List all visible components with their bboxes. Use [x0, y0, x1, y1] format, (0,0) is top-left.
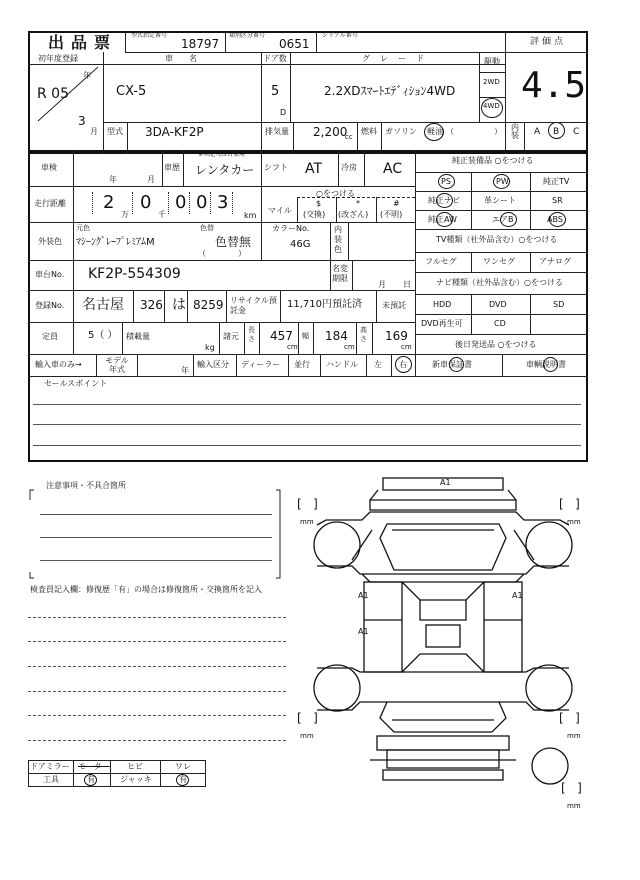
form-title: 出品票: [48, 33, 118, 52]
recycle-amount: 11,710円預託済: [287, 299, 362, 310]
mileage-d1: 2: [103, 192, 115, 213]
mm-rr: mm: [567, 732, 581, 740]
mm-fl: mm: [300, 518, 314, 526]
oem-leather: 革シート: [484, 196, 516, 205]
recycle-unpaid: 未預託: [382, 301, 406, 310]
mileage-man: 万: [121, 210, 129, 219]
type-no: 18797: [181, 37, 220, 51]
model-name: CX-5: [116, 84, 147, 99]
oem-airbag-circle: [500, 212, 517, 227]
handle-left: 左: [374, 360, 382, 369]
class-no-label: 類別区分番号: [229, 32, 266, 39]
oem-tv: 純正TV: [543, 177, 570, 186]
first-reg-label: 初年度登録: [38, 54, 78, 63]
year-unit: 年: [83, 71, 91, 80]
mileage-mark-note: ○をつける: [316, 189, 355, 198]
chassis-label: 車台No.: [35, 270, 65, 279]
grade-value: 2.2XDｽﾏｰﾄｴﾃﾞｨｼｮﾝ4WD: [324, 84, 456, 98]
mileage-star-sub: (改ざん): [338, 210, 369, 219]
capacity-value: 5（ ）: [88, 330, 118, 341]
name-change-label: 名変期限: [332, 264, 348, 283]
height-value: 169: [385, 329, 408, 343]
tv-one: ワンセグ: [483, 257, 515, 266]
displacement-label: 排気量: [265, 127, 289, 136]
mm-rl: mm: [300, 732, 314, 740]
class-no: 0651: [279, 37, 310, 51]
history-value: レンタカー: [195, 163, 255, 177]
history-label: 車歴: [164, 163, 180, 172]
import-type-label: 輸入区分: [197, 360, 229, 369]
fuel-diesel-circle: [424, 123, 444, 141]
length-label: 長さ: [248, 326, 255, 343]
type-no-label: 型式指定番号: [131, 32, 168, 39]
mark-right-door: A1: [512, 591, 523, 600]
length-cm: cm: [287, 343, 298, 351]
first-reg-month: 3: [78, 114, 86, 128]
doors-label: ドア数: [263, 54, 287, 63]
interior-b: B: [553, 127, 560, 137]
car-diagram: [292, 470, 592, 810]
tools-label: 工具: [43, 775, 59, 784]
parallel-option: 並行: [294, 360, 310, 369]
fuel-paren: （ ）: [446, 127, 502, 136]
orig-color: ﾏｼｰﾝｸﾞﾚｰﾌﾟﾚﾐｱﾑM: [76, 237, 155, 248]
width-label: 幅: [302, 332, 309, 340]
mark-left-door: A1: [358, 591, 369, 600]
interior-c: C: [573, 127, 580, 137]
interior-b-circle: [548, 122, 565, 139]
motor-label: モーター: [78, 762, 110, 771]
fuel-gasoline: ガソリン: [385, 127, 417, 136]
mark-left-rear-door: A1: [358, 627, 369, 636]
mark-top: A1: [440, 478, 451, 487]
weight-label: 諸元: [223, 332, 239, 341]
doors-value: 5: [271, 84, 280, 99]
model-year-label: モデル年式: [105, 356, 129, 374]
mileage-hash-sub: (不明): [380, 210, 403, 219]
shaken-year-unit: 年: [109, 175, 117, 184]
score-value: 4.5: [521, 65, 587, 106]
shift-label: シフト: [264, 163, 288, 172]
history-note: ※未記入は自家用: [198, 151, 246, 158]
reg-kana: は: [172, 297, 186, 313]
nav-title: ナビ種類（社外品含む）○をつける: [436, 278, 563, 287]
tv-title: TV種類（社外品含む）○をつける: [436, 235, 558, 244]
handle-right-circle: [395, 356, 412, 373]
chassis-value: KF2P-554309: [88, 266, 181, 282]
bracket-fl: [ ]: [297, 497, 318, 511]
mileage-d5: 3: [217, 192, 229, 213]
oem-pw: PW: [496, 177, 509, 186]
mileage-d4: 0: [196, 192, 208, 213]
width-value: 184: [325, 329, 348, 343]
mm-spare: mm: [567, 802, 581, 810]
repaint-paren: （ ）: [198, 249, 246, 258]
door-mirror-label: ドアミラー: [30, 762, 70, 771]
mileage-dollar: $: [316, 199, 322, 208]
oem-abs: ABS: [547, 215, 563, 224]
reg-label: 登録No.: [35, 301, 65, 310]
reg-area: 名古屋: [82, 297, 124, 313]
name-change-day: 日: [403, 280, 411, 289]
nav-sd: SD: [553, 300, 565, 309]
height-label: 高さ: [360, 326, 367, 343]
katashiki-label: 型式: [107, 127, 123, 136]
broken-label: ワレ: [175, 762, 191, 771]
later-warranty: 新車保証書: [432, 360, 472, 369]
caution-label: 注意事項・不具合箇所: [46, 481, 126, 490]
oem-navi: 純正ナビ: [428, 196, 460, 205]
handle-label: ハンドル: [326, 360, 358, 369]
drive-4wd-circle: [481, 98, 503, 118]
mile-label: マイル: [268, 206, 292, 215]
repaint-value: 色替無: [215, 235, 252, 249]
jack-has: 有: [179, 775, 187, 784]
nav-cd: CD: [494, 319, 506, 328]
mm-fr: mm: [567, 518, 581, 526]
capacity-label: 定員: [42, 332, 58, 341]
tools-has-circle: [84, 774, 97, 786]
color-label: 外装色: [38, 237, 62, 246]
name-change-month: 月: [378, 280, 386, 289]
shaken-month-unit: 月: [147, 175, 155, 184]
load-kg: kg: [205, 343, 215, 352]
oem-aw: 純正AW: [428, 215, 457, 224]
bracket-spare: [ ]: [561, 781, 582, 795]
shift-value: AT: [305, 161, 323, 177]
oem-pw-circle: [493, 174, 510, 189]
caution-bracket: [26, 488, 286, 583]
door-suffix: D: [280, 108, 287, 117]
reg-num: 8259: [193, 298, 224, 312]
katashiki-value: 3DA-KF2P: [145, 125, 204, 139]
score-label: 評価点: [530, 37, 567, 47]
mileage-label: 走行距離: [34, 199, 66, 208]
orig-color-label: 元色: [76, 224, 90, 232]
color-no-label: カラーNo.: [272, 224, 310, 233]
tv-analog: アナログ: [539, 257, 571, 266]
oem-ps-circle: [438, 174, 455, 189]
ac-label: 冷房: [341, 163, 357, 172]
tv-full: フルセグ: [425, 257, 457, 266]
bracket-rr: [ ]: [559, 711, 580, 725]
displacement-value: 2,200: [313, 125, 348, 139]
color-no: 46G: [290, 239, 311, 250]
dealer-option: ディーラー: [241, 360, 281, 369]
load-label: 積載量: [126, 332, 150, 341]
mileage-star: *: [356, 199, 360, 208]
grade-label: グレード: [362, 54, 434, 63]
later-manual-circle: [543, 357, 558, 372]
interior-a: A: [534, 127, 541, 137]
oem-title: 純正装備品 ○をつける: [452, 156, 534, 165]
nav-dvd-play: DVD再生可: [421, 319, 463, 328]
import-label: 輸入車のみ→: [35, 360, 82, 369]
mileage-d2: 0: [140, 192, 152, 213]
tools-has: 有: [87, 775, 95, 784]
oem-aw-circle: [436, 212, 453, 227]
bracket-fr: [ ]: [559, 497, 580, 511]
jack-has-circle: [176, 774, 189, 786]
mileage-dollar-sub: (交換): [303, 210, 326, 219]
cc-unit: cc: [345, 133, 353, 141]
interior-label: 内装: [511, 123, 519, 140]
mileage-d3: 0: [175, 192, 187, 213]
oem-abs-circle: [549, 212, 566, 227]
length-value: 457: [270, 329, 293, 343]
mileage-km: km: [244, 211, 257, 220]
oem-navi-circle: [436, 193, 453, 208]
oem-sr: SR: [552, 196, 563, 205]
width-cm: cm: [344, 343, 355, 351]
oem-ps: PS: [441, 177, 451, 186]
fuel-label: 燃料: [361, 127, 377, 136]
shaken-label: 車検: [41, 163, 57, 172]
jack-label: ジャッキ: [120, 775, 152, 784]
inspector-label: 検査員記入欄：修復歴「有」の場合は修復箇所・交換箇所を記入: [30, 585, 262, 594]
fuel-diesel: 軽油: [427, 127, 443, 136]
repaint-label: 色替: [200, 224, 214, 232]
mileage-hash: #: [393, 199, 400, 208]
model-col-label: 車名: [165, 54, 213, 63]
nav-dvd: DVD: [489, 300, 507, 309]
later-manual: 車輌説明書: [526, 360, 566, 369]
drive-label: 駆動: [484, 57, 500, 66]
later-title: 後日発送品 ○をつける: [455, 340, 537, 349]
oem-airbag: エアB: [492, 215, 514, 224]
nav-hdd: HDD: [433, 300, 452, 309]
drive-2wd: 2WD: [483, 78, 500, 86]
drive-4wd: 4WD: [483, 102, 500, 110]
model-year-unit: 年: [181, 366, 189, 375]
interior-color-label: 内装色: [334, 225, 342, 254]
sales-label: セールスポイント: [44, 379, 108, 388]
ac-value: AC: [383, 161, 403, 177]
first-reg-year: R 05: [37, 86, 69, 102]
handle-right: 右: [399, 360, 407, 369]
serial-label: シリアル番号: [322, 32, 358, 39]
bracket-rl: [ ]: [297, 711, 318, 725]
later-warranty-circle: [449, 357, 464, 372]
reg-class: 326: [140, 298, 163, 312]
crack-label: ヒビ: [127, 762, 143, 771]
month-unit: 月: [90, 127, 98, 136]
height-cm: cm: [401, 343, 412, 351]
mileage-sen: 千: [158, 210, 166, 219]
recycle-label: リサイクル預託金: [230, 296, 277, 315]
